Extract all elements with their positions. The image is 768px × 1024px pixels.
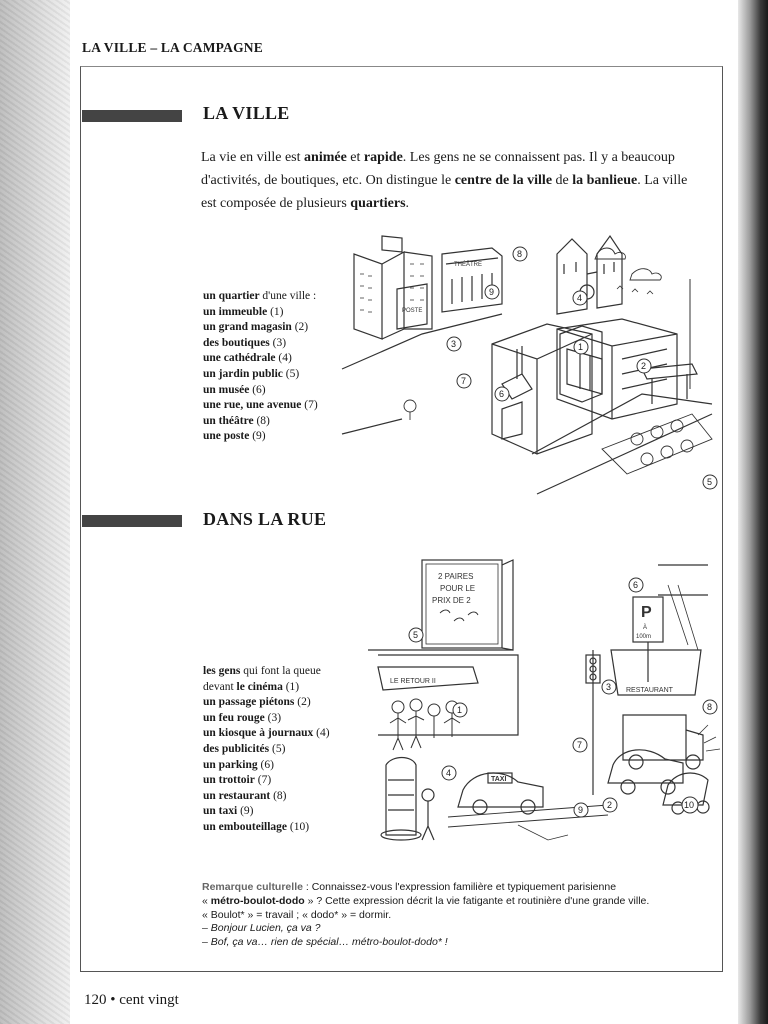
vocab-rest: (3) [264, 711, 282, 724]
vocab-item [203, 711, 330, 727]
intro-paragraph [201, 146, 696, 215]
vocab-rest: (5) [269, 742, 286, 755]
vocab-word: un feu rouge [203, 711, 265, 724]
remark-dialogue-2: – Bof, ça va… rien de spécial… métro-boulot-dodo* ! [202, 936, 448, 949]
remark-line-2-text: » ? Cette expression décrit la vie fatigante et routinière d'une grande ville. [304, 894, 650, 907]
rue-num-3: 3 [606, 682, 612, 692]
ville-num-2: 2 [641, 361, 647, 371]
vocab-rest: (4) [275, 352, 292, 365]
section-bar-rue [82, 515, 182, 527]
vocab-word: un trottoir [203, 774, 255, 787]
vocab-rest: (2) [291, 321, 309, 334]
vocab-rest: (1) [267, 305, 284, 318]
rue-num-2: 2 [607, 800, 613, 810]
vocab-word: un quartier [203, 290, 260, 302]
restaurant-sign: RESTAURANT [626, 687, 673, 694]
section-title-rue: DANS LA RUE [203, 509, 327, 529]
remark-quote-open: « [202, 894, 211, 907]
vocab-list-ville [203, 289, 318, 445]
intro-text: . La ville est composée de plusieurs [201, 173, 688, 211]
vocab-item [203, 414, 318, 430]
intro-keyword: centre de la ville [454, 173, 553, 188]
vocab-rest: (6) [257, 758, 274, 771]
vocab-word: une poste [203, 430, 250, 443]
vocab-word: un immeuble [203, 305, 268, 318]
intro-text: . [405, 196, 410, 211]
rue-num-1: 1 [457, 705, 463, 715]
vocab-rest: (5) [282, 367, 300, 380]
ville-num-8: 8 [517, 249, 523, 259]
street-illustration [368, 555, 713, 855]
page-number: 120 • cent vingt [84, 992, 179, 1008]
vocab-rest: (10) [287, 820, 310, 833]
parking-dist-2: 100m [636, 634, 652, 640]
vocab-list-rue [203, 664, 330, 836]
vocab-rest: (7) [254, 774, 272, 787]
vocab-item [203, 429, 318, 445]
vocab-rest: (8) [253, 414, 270, 427]
vocab-word: un théâtre [203, 414, 254, 427]
city-illustration [342, 234, 712, 494]
intro-text: de [552, 173, 573, 188]
rue-num-5: 5 [413, 630, 419, 640]
vocab-rest: (9) [249, 430, 266, 443]
intro-text: et [346, 150, 364, 165]
vocab-rest: (7) [301, 399, 318, 412]
poste-sign: POSTE [402, 308, 423, 314]
vocab-word: le cinéma [236, 680, 283, 693]
vocab-item [203, 695, 330, 711]
vocab-rest: (8) [270, 789, 287, 802]
vocab-rest: devant [203, 680, 237, 693]
rue-num-10: 10 [684, 800, 695, 810]
vocab-item [203, 320, 318, 336]
running-title: LA VILLE – LA CAMPAGNE [82, 40, 263, 55]
remark-line-1-text: : Connaissez-vous l'expression familière et typiquement parisienne [302, 881, 617, 893]
vocab-item [203, 726, 330, 742]
vocab-word: des boutiques [203, 336, 270, 349]
ville-num-9: 9 [489, 287, 495, 297]
vocab-item [203, 758, 330, 774]
remark-line-1 [202, 881, 712, 895]
intro-text: La vie en ville est [201, 150, 305, 165]
remark-line-3: « Boulot* » = travail ; « dodo* » = dormir. [202, 908, 392, 921]
book-gutter-left [0, 0, 70, 1024]
ville-num-7: 7 [461, 376, 467, 386]
ville-num-5: 5 [707, 477, 713, 487]
vocab-item [203, 742, 330, 758]
cultural-remark [202, 881, 712, 950]
vocab-rest: d'une ville : [259, 290, 317, 302]
intro-keyword: la banlieue [572, 173, 638, 188]
vocab-rest: (4) [313, 727, 330, 740]
intro-keyword: quartiers [350, 196, 406, 211]
ville-num-3: 3 [451, 339, 457, 349]
vocab-item [203, 305, 318, 321]
vocab-item [203, 680, 330, 696]
ville-num-4: 4 [577, 293, 583, 303]
vocab-item [203, 289, 318, 305]
vocab-word: des publicités [203, 742, 270, 755]
ville-num-1: 1 [578, 342, 584, 352]
billboard-line-2: POUR LE [440, 584, 476, 593]
billboard-line-1: 2 PAIRES [438, 572, 474, 581]
rue-num-9: 9 [578, 805, 584, 815]
vocab-word: un musée [203, 383, 250, 396]
vocab-word: une rue, une avenue [203, 399, 302, 412]
vocab-rest: (9) [237, 805, 254, 818]
ville-num-6: 6 [499, 389, 505, 399]
vocab-rest: (2) [294, 696, 311, 709]
vocab-rest: (6) [249, 383, 266, 396]
vocab-item [203, 367, 318, 383]
vocab-word: un passage piétons [203, 696, 295, 709]
textbook-page [70, 0, 738, 1024]
theatre-sign: THÉÂTRE [454, 262, 483, 268]
rue-num-7: 7 [577, 740, 583, 750]
vocab-item [203, 383, 318, 399]
remark-line-4 [202, 922, 712, 936]
vocab-word: un grand magasin [203, 321, 292, 334]
vocab-rest: qui font la queue [240, 665, 321, 677]
intro-keyword: animée [304, 150, 347, 165]
vocab-word: un embouteillage [203, 820, 288, 833]
vocab-item [203, 820, 330, 836]
parking-dist-1: À [643, 625, 648, 631]
intro-text: . Les gens ne se connaissent pas. Il y a beaucoup d'activités, de boutiques, etc. On distingue le [201, 150, 675, 188]
vocab-word: les gens [203, 665, 241, 677]
vocab-item [203, 336, 318, 352]
vocab-item [203, 664, 330, 680]
vocab-item [203, 351, 318, 367]
rue-num-8: 8 [707, 702, 713, 712]
remark-expression: métro-boulot-dodo [210, 894, 305, 907]
rue-num-4: 4 [446, 768, 452, 778]
remark-label: Remarque culturelle [202, 881, 303, 893]
parking-sign: P [641, 604, 652, 621]
rue-num-6: 6 [633, 580, 639, 590]
remark-line-5 [202, 936, 712, 950]
vocab-word: un jardin public [203, 367, 283, 380]
section-title-ville: LA VILLE [203, 103, 290, 123]
billboard-line-3: PRIX DE 2 [432, 596, 471, 605]
vocab-word: un restaurant [203, 789, 271, 802]
remark-dialogue-1: – Bonjour Lucien, ça va ? [202, 922, 321, 935]
section-bar-ville [82, 110, 182, 122]
vocab-word: une cathédrale [203, 352, 276, 365]
intro-keyword: rapide [363, 150, 403, 165]
book-edge-right [738, 0, 768, 1024]
vocab-rest: (3) [269, 336, 287, 349]
vocab-word: un parking [203, 758, 258, 771]
taxi-sign: TAXI [491, 776, 507, 783]
vocab-word: un kiosque à journaux [203, 727, 314, 740]
vocab-item [203, 398, 318, 414]
vocab-item [203, 789, 330, 805]
vocab-word: un taxi [203, 805, 238, 818]
remark-line-2 [202, 895, 712, 909]
vocab-rest: (1) [282, 680, 300, 693]
vocab-item [203, 804, 330, 820]
vocab-item [203, 773, 330, 789]
cinema-sign: LE RETOUR II [390, 678, 436, 685]
